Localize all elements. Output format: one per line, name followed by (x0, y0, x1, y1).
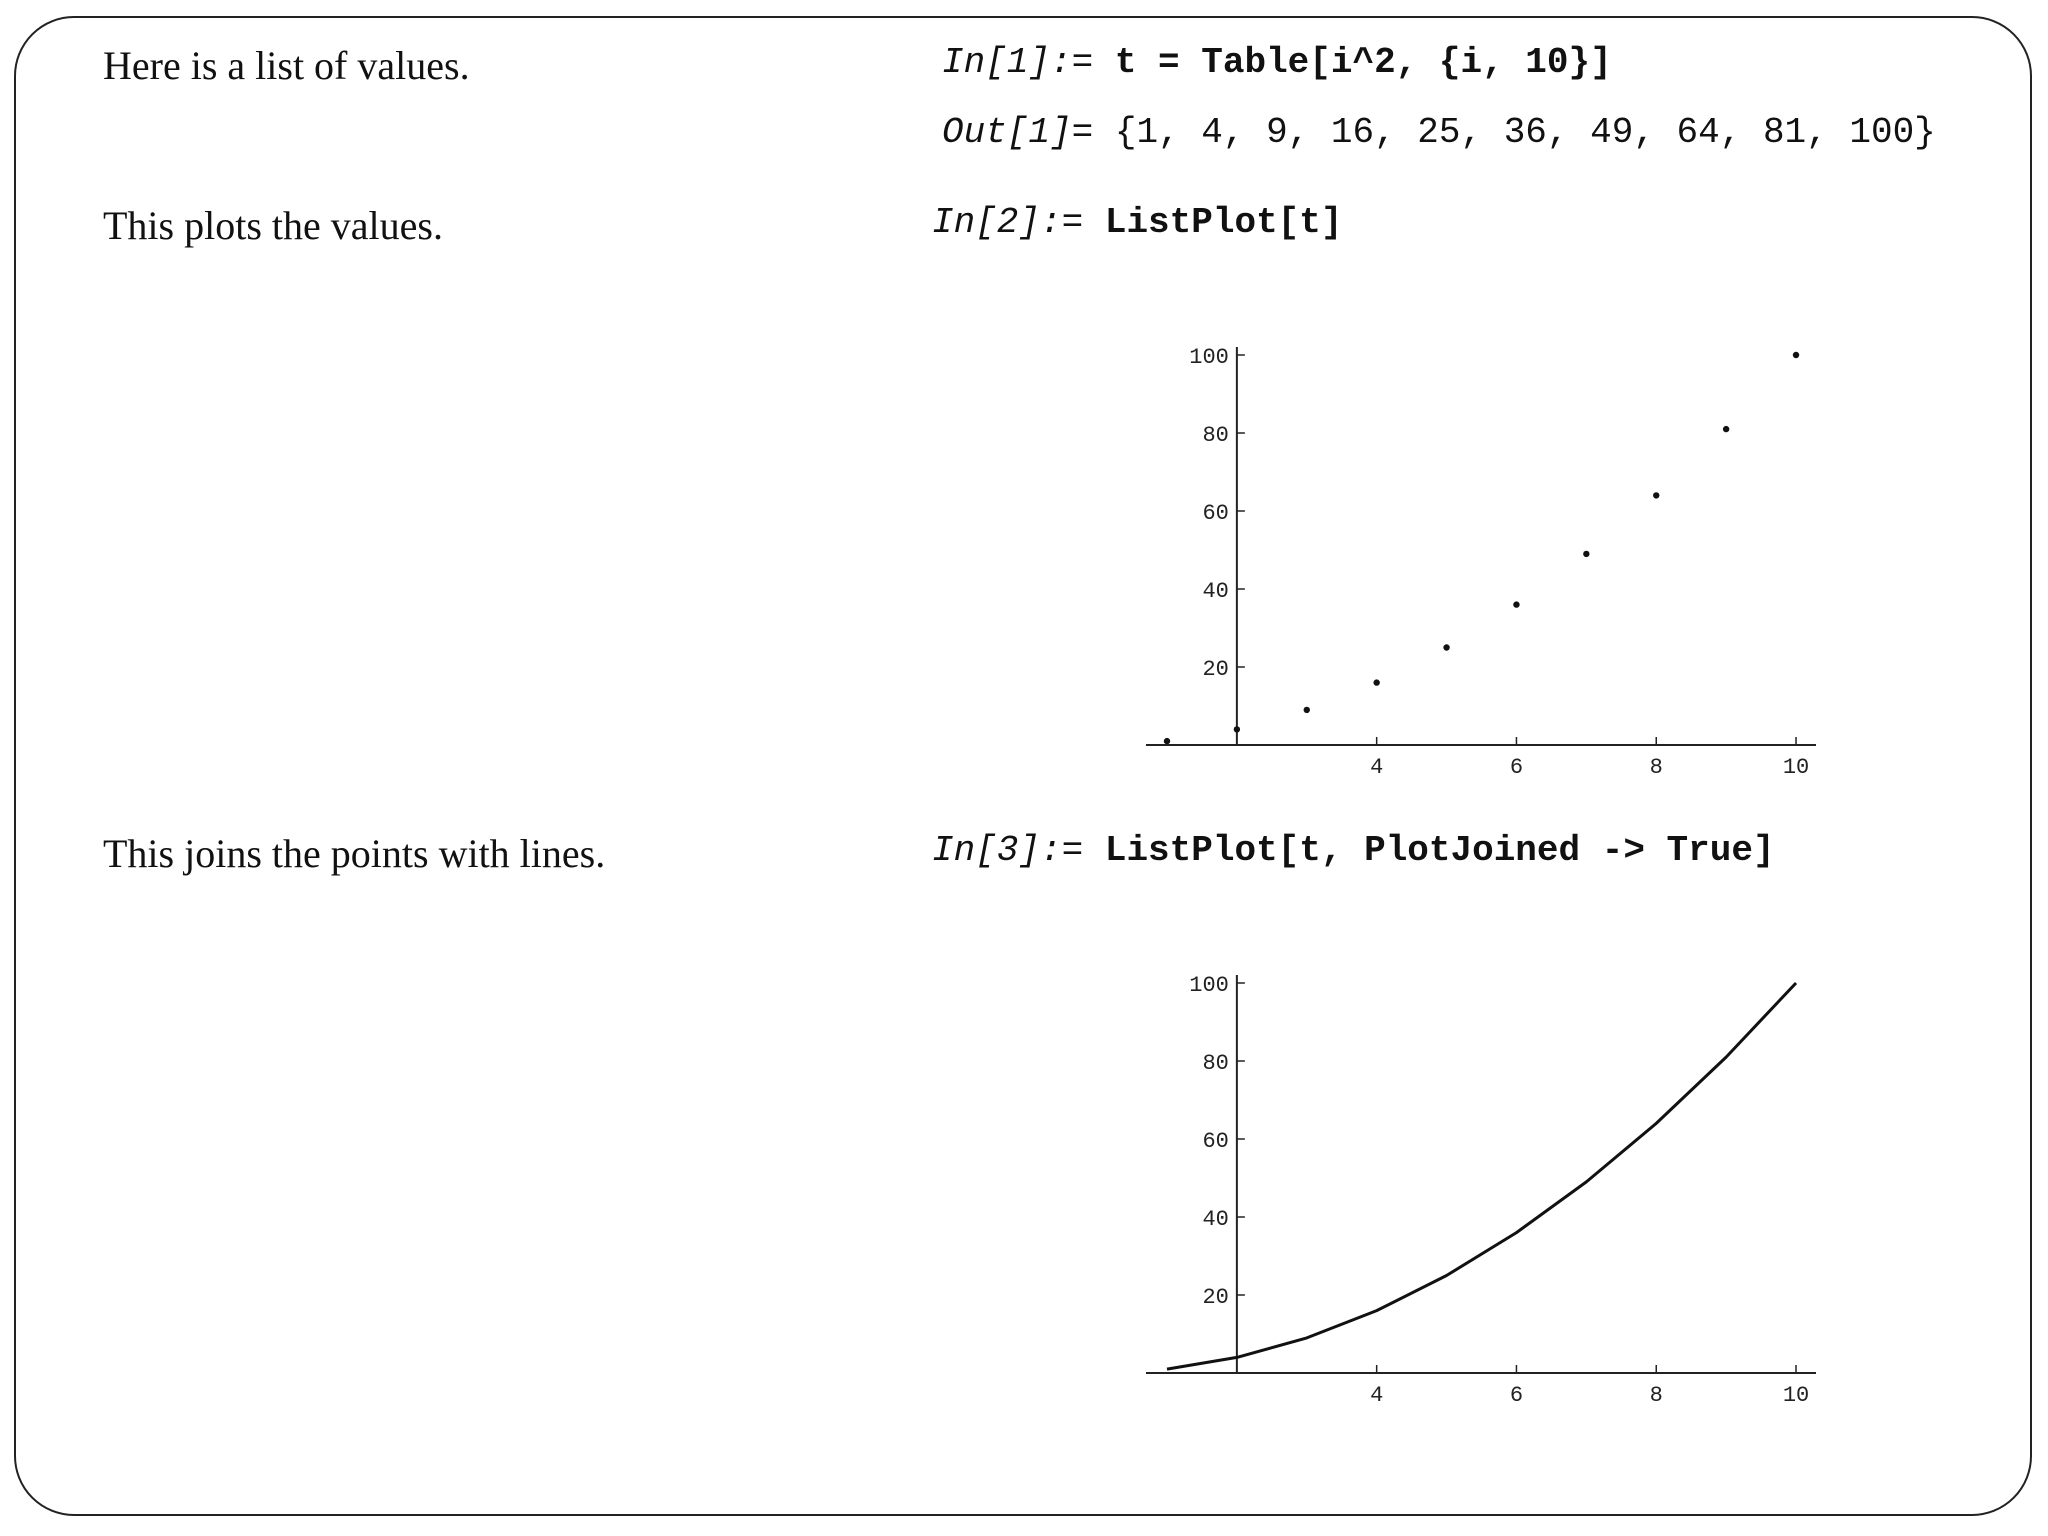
cell2-input-expr: ListPlot[t] (1104, 202, 1343, 243)
y-tick-label: 40 (1202, 1207, 1229, 1232)
x-tick-label: 10 (1782, 1383, 1810, 1408)
x-tick-label: 10 (1782, 755, 1810, 780)
cell1-output (942, 112, 1936, 153)
data-point (1373, 679, 1379, 685)
data-point (1513, 601, 1519, 607)
data-point (1304, 707, 1310, 713)
cell1-output-prompt: Out[1]= (942, 112, 1094, 153)
y-tick-label: 40 (1202, 579, 1229, 604)
data-point (1443, 644, 1449, 650)
listplot-joined (1130, 958, 1830, 1418)
y-tick-label: 20 (1202, 1285, 1229, 1310)
x-tick-label: 8 (1649, 1383, 1663, 1408)
series-line (1167, 983, 1796, 1369)
y-tick-label: 20 (1202, 657, 1229, 682)
x-tick-label: 6 (1509, 755, 1524, 780)
y-tick-label: 60 (1202, 501, 1229, 526)
data-point (1723, 426, 1729, 432)
cell3-input-prompt: In[3]:= (932, 830, 1084, 871)
y-tick-label: 80 (1202, 423, 1229, 448)
data-point (1653, 492, 1659, 498)
cell3-input-expr: ListPlot[t, PlotJoined -> True] (1104, 830, 1775, 871)
data-point (1793, 352, 1799, 358)
cell1-input-expr: t = Table[i^2, {i, 10}] (1114, 42, 1612, 83)
cell2-input (932, 202, 1342, 243)
cell1-description: Here is a list of values. (103, 43, 470, 88)
cell2-description: This plots the values. (103, 203, 443, 248)
cell1-input-prompt: In[1]:= (942, 42, 1094, 83)
cell2-input-prompt: In[2]:= (932, 202, 1084, 243)
y-tick-label: 80 (1202, 1051, 1229, 1076)
cell1-output-value: {1, 4, 9, 16, 25, 36, 49, 64, 81, 100} (1114, 112, 1936, 153)
x-tick-label: 4 (1370, 755, 1384, 780)
data-point (1583, 551, 1589, 557)
y-tick-label: 100 (1189, 345, 1229, 370)
cell3-description: This joins the points with lines. (103, 831, 606, 876)
x-tick-label: 8 (1649, 755, 1663, 780)
cell3-input (932, 830, 1775, 871)
x-tick-label: 4 (1370, 1383, 1384, 1408)
cell1-input (942, 42, 1612, 83)
y-tick-label: 100 (1189, 973, 1229, 998)
listplot-points (1130, 330, 1830, 790)
y-tick-label: 60 (1202, 1129, 1229, 1154)
data-point (1164, 738, 1170, 744)
data-point (1234, 726, 1240, 732)
x-tick-label: 6 (1509, 1383, 1524, 1408)
